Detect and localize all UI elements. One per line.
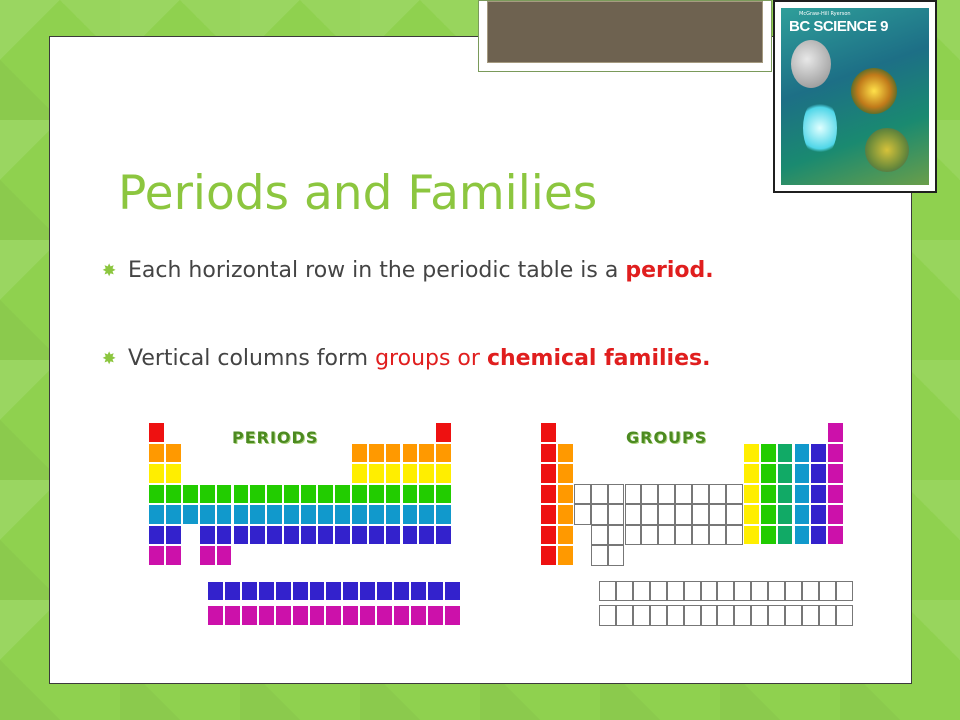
f-block-cell: [444, 605, 461, 626]
f-block-cell: [393, 605, 410, 626]
f-block-cell: [275, 605, 292, 626]
table-cell: [625, 484, 642, 505]
f-block-cell: [292, 605, 309, 626]
f-block-cell: [836, 605, 853, 626]
table-cell: [625, 525, 642, 546]
table-cell: [199, 504, 216, 525]
table-cell: [641, 504, 658, 525]
bullet-text: Vertical columns form: [128, 346, 376, 371]
decorative-frame: [478, 0, 772, 72]
table-cell: [608, 484, 625, 505]
table-cell: [385, 525, 402, 546]
f-block-cell: [207, 605, 224, 626]
table-cell: [385, 463, 402, 484]
table-cell: [709, 504, 726, 525]
f-block-cell: [768, 605, 785, 626]
table-cell: [216, 525, 233, 546]
table-cell: [182, 504, 199, 525]
table-cell: [165, 484, 182, 505]
f-block-cell: [599, 605, 616, 626]
table-cell: [199, 545, 216, 566]
table-cell: [692, 484, 709, 505]
table-cell: [827, 504, 844, 525]
table-cell: [266, 525, 283, 546]
book-cover: [781, 8, 929, 185]
table-cell: [435, 443, 452, 464]
table-cell: [435, 463, 452, 484]
table-cell: [266, 484, 283, 505]
f-block-cell: [633, 605, 650, 626]
f-block-cell: [701, 605, 718, 626]
table-cell: [743, 504, 760, 525]
table-cell: [249, 525, 266, 546]
f-block-cell: [207, 581, 224, 602]
table-cell: [233, 504, 250, 525]
table-cell: [557, 484, 574, 505]
table-cell: [658, 525, 675, 546]
table-cell: [165, 504, 182, 525]
table-cell: [165, 525, 182, 546]
table-cell: [418, 504, 435, 525]
table-cell: [675, 525, 692, 546]
table-cell: [300, 504, 317, 525]
table-cell: [351, 484, 368, 505]
table-cell: [743, 484, 760, 505]
table-cell: [148, 504, 165, 525]
f-block-cell: [836, 581, 853, 602]
bullet-icon: ✸: [102, 349, 117, 369]
bullet-groups: [102, 341, 818, 376]
f-block-cell: [650, 605, 667, 626]
f-block-cell: [427, 581, 444, 602]
table-cell: [418, 525, 435, 546]
table-cell: [402, 443, 419, 464]
table-cell: [743, 443, 760, 464]
f-block-cell: [376, 581, 393, 602]
table-cell: [283, 504, 300, 525]
table-cell: [233, 484, 250, 505]
table-cell: [540, 484, 557, 505]
table-cell: [249, 504, 266, 525]
table-cell: [283, 525, 300, 546]
table-cell: [334, 504, 351, 525]
table-cell: [692, 525, 709, 546]
decorative-frame-fill: [487, 1, 763, 63]
table-cell: [165, 545, 182, 566]
table-cell: [540, 463, 557, 484]
f-block-cell: [785, 605, 802, 626]
f-block-cell: [751, 605, 768, 626]
table-cell: [182, 484, 199, 505]
f-block-cell: [258, 605, 275, 626]
table-cell: [658, 484, 675, 505]
f-block-cell: [342, 581, 359, 602]
table-cell: [743, 463, 760, 484]
table-cell: [402, 484, 419, 505]
cell-image: [851, 68, 897, 114]
table-cell: [368, 525, 385, 546]
f-block-cell: [819, 605, 836, 626]
f-block-cell: [785, 581, 802, 602]
table-cell: [827, 422, 844, 443]
f-block-cell: [342, 605, 359, 626]
table-cell: [709, 525, 726, 546]
table-cell: [557, 504, 574, 525]
table-cell: [540, 525, 557, 546]
table-cell: [827, 525, 844, 546]
table-cell: [385, 504, 402, 525]
table-cell: [810, 525, 827, 546]
f-block-cell: [224, 605, 241, 626]
table-cell: [385, 443, 402, 464]
table-cell: [810, 463, 827, 484]
f-block-cell: [275, 581, 292, 602]
f-block-cell: [819, 581, 836, 602]
table-cell: [317, 484, 334, 505]
table-cell: [402, 463, 419, 484]
table-cell: [418, 463, 435, 484]
f-block-cell: [292, 581, 309, 602]
f-block-cell: [650, 581, 667, 602]
table-cell: [760, 484, 777, 505]
f-block-cell: [241, 581, 258, 602]
table-cell: [760, 504, 777, 525]
f-block-cell: [802, 605, 819, 626]
table-cell: [625, 504, 642, 525]
table-cell: [591, 525, 608, 546]
term-groups: groups or: [375, 346, 487, 371]
table-cell: [794, 504, 811, 525]
table-cell: [283, 484, 300, 505]
table-cell: [692, 504, 709, 525]
table-cell: [216, 484, 233, 505]
table-cell: [794, 484, 811, 505]
table-cell: [402, 504, 419, 525]
table-cell: [148, 545, 165, 566]
table-cell: [351, 443, 368, 464]
f-block-cell: [768, 581, 785, 602]
f-block-cell: [599, 581, 616, 602]
table-cell: [827, 463, 844, 484]
table-cell: [557, 525, 574, 546]
table-cell: [148, 525, 165, 546]
table-cell: [249, 484, 266, 505]
f-block-cell: [616, 605, 633, 626]
table-cell: [368, 463, 385, 484]
astronaut-image: [791, 40, 831, 88]
table-cell: [777, 463, 794, 484]
table-cell: [641, 484, 658, 505]
f-block-cell: [376, 605, 393, 626]
table-cell: [810, 443, 827, 464]
f-block-cell: [309, 605, 326, 626]
table-cell: [726, 525, 743, 546]
table-cell: [148, 422, 165, 443]
f-block-cell: [410, 605, 427, 626]
table-cell: [402, 525, 419, 546]
table-cell: [591, 504, 608, 525]
table-cell: [351, 525, 368, 546]
f-block-cell: [241, 605, 258, 626]
table-cell: [591, 545, 608, 566]
bullet-text: Each horizontal row in the periodic table is a: [128, 258, 626, 283]
table-cell: [608, 525, 625, 546]
f-block-cell: [751, 581, 768, 602]
f-block-cell: [717, 605, 734, 626]
f-block-cell: [684, 605, 701, 626]
table-cell: [574, 504, 591, 525]
table-cell: [165, 443, 182, 464]
table-cell: [709, 484, 726, 505]
f-block-cell: [667, 581, 684, 602]
f-block-cell: [359, 605, 376, 626]
f-block-cell: [359, 581, 376, 602]
table-cell: [743, 525, 760, 546]
groups-label: GROUPS: [626, 428, 708, 447]
table-cell: [608, 545, 625, 566]
table-cell: [418, 484, 435, 505]
book-title: BC SCIENCE 9: [789, 18, 889, 35]
table-cell: [300, 525, 317, 546]
table-cell: [540, 504, 557, 525]
table-cell: [317, 525, 334, 546]
table-cell: [216, 545, 233, 566]
table-cell: [351, 463, 368, 484]
table-cell: [777, 525, 794, 546]
f-block-cell: [224, 581, 241, 602]
table-cell: [827, 484, 844, 505]
f-block-cell: [734, 581, 751, 602]
f-block-cell: [802, 581, 819, 602]
table-cell: [726, 484, 743, 505]
table-cell: [334, 525, 351, 546]
bullet-period: [102, 253, 818, 288]
term-chemical-families: chemical families.: [486, 346, 711, 371]
f-block-cell: [616, 581, 633, 602]
f-block-cell: [684, 581, 701, 602]
table-cell: [540, 545, 557, 566]
f-block-cell: [309, 581, 326, 602]
table-cell: [608, 504, 625, 525]
lightning-image: [803, 98, 837, 158]
table-cell: [351, 504, 368, 525]
term-period: period.: [625, 258, 714, 283]
table-cell: [777, 484, 794, 505]
table-cell: [385, 484, 402, 505]
f-block-cell: [427, 605, 444, 626]
periods-label: PERIODS: [232, 428, 319, 447]
table-cell: [777, 443, 794, 464]
groups-diagram: [540, 422, 860, 642]
table-cell: [810, 484, 827, 505]
f-block-cell: [258, 581, 275, 602]
table-cell: [540, 443, 557, 464]
earth-image: [865, 128, 909, 172]
f-block-cell: [444, 581, 461, 602]
table-cell: [794, 463, 811, 484]
table-cell: [368, 484, 385, 505]
bullet-icon: ✸: [102, 261, 117, 281]
table-cell: [418, 443, 435, 464]
table-cell: [658, 504, 675, 525]
table-cell: [317, 504, 334, 525]
table-cell: [726, 504, 743, 525]
periods-diagram: [148, 422, 468, 642]
table-cell: [641, 525, 658, 546]
book-publisher: McGraw-Hill Ryerson: [799, 11, 851, 17]
table-cell: [233, 525, 250, 546]
f-block-cell: [667, 605, 684, 626]
table-cell: [368, 443, 385, 464]
f-block-cell: [325, 605, 342, 626]
f-block-cell: [410, 581, 427, 602]
table-cell: [266, 504, 283, 525]
table-cell: [435, 484, 452, 505]
table-cell: [557, 545, 574, 566]
table-cell: [760, 463, 777, 484]
table-cell: [827, 443, 844, 464]
table-cell: [165, 463, 182, 484]
table-cell: [148, 443, 165, 464]
f-block-cell: [393, 581, 410, 602]
table-cell: [574, 484, 591, 505]
table-cell: [435, 525, 452, 546]
table-cell: [148, 484, 165, 505]
table-cell: [199, 484, 216, 505]
table-cell: [777, 504, 794, 525]
table-cell: [540, 422, 557, 443]
f-block-cell: [325, 581, 342, 602]
slide-title: Periods and Families: [118, 166, 598, 221]
table-cell: [591, 484, 608, 505]
f-block-cell: [633, 581, 650, 602]
table-cell: [675, 484, 692, 505]
table-cell: [435, 422, 452, 443]
f-block-cell: [734, 605, 751, 626]
table-cell: [368, 504, 385, 525]
table-cell: [435, 504, 452, 525]
table-cell: [794, 443, 811, 464]
table-cell: [760, 443, 777, 464]
f-block-cell: [701, 581, 718, 602]
table-cell: [557, 443, 574, 464]
table-cell: [810, 504, 827, 525]
textbook-cover-image: [773, 0, 937, 193]
table-cell: [148, 463, 165, 484]
table-cell: [199, 525, 216, 546]
f-block-cell: [717, 581, 734, 602]
table-cell: [794, 525, 811, 546]
table-cell: [334, 484, 351, 505]
table-cell: [675, 504, 692, 525]
table-cell: [300, 484, 317, 505]
table-cell: [760, 525, 777, 546]
table-cell: [216, 504, 233, 525]
table-cell: [557, 463, 574, 484]
